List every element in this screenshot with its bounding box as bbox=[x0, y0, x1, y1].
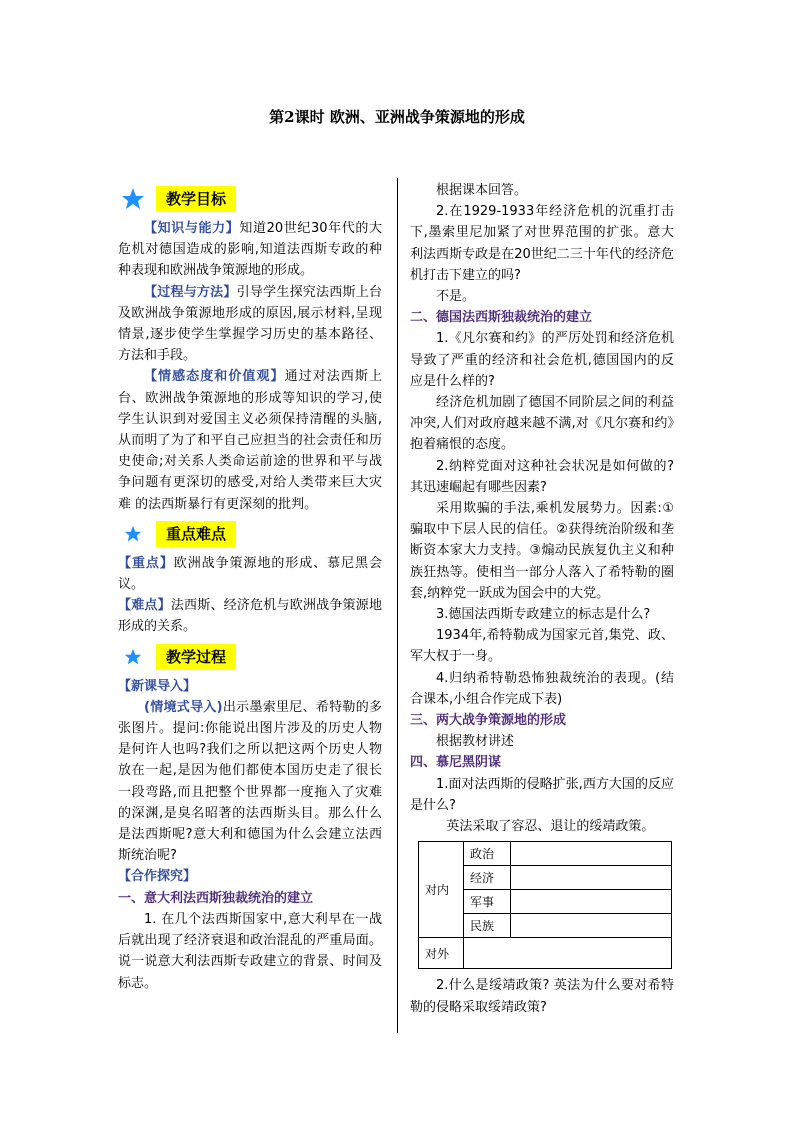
column-divider bbox=[397, 178, 398, 1033]
intro-label: 【新课导入】 bbox=[118, 678, 197, 694]
answer-3: 经济危机加剧了德国不同阶层之间的利益冲突,人们对政府越来越不满,对《凡尔赛和约》抱着痛恨的态度。 bbox=[410, 395, 674, 453]
key-section-header bbox=[118, 517, 382, 551]
goal-knowledge: 【知识与能力】知道20世纪30年代的大危机对德国造成的影响,知道法西斯专政的种种表现和欧洲战争策源地的形成。 bbox=[118, 221, 382, 279]
goals-section-header bbox=[118, 182, 382, 216]
star-icon bbox=[118, 185, 148, 213]
star-icon bbox=[118, 643, 148, 671]
difficult-point: 【难点】法西斯、经济危机与欧洲战争策源地形成的关系。 bbox=[118, 598, 382, 635]
table-cell bbox=[511, 890, 672, 914]
intro-text: (情境式导入)出示墨索里尼、希特勒的多张图片。提问:你能说出图片涉及的历史人物是何许人也吗?我们之所以把这两个历史人物放在一起,是因为他们都使本国历史走了很长一段弯路,而且把整个世界都一度拖入了灾难的深渊,是臭名昭著的法西斯头目。那么什么是法西斯呢?意大利和德国为什么会建立法西斯统治呢? bbox=[118, 699, 382, 864]
table-row-label: 军事 bbox=[464, 890, 511, 914]
question-1: 1. 在几个法西斯国家中,意大利早在一战后就出现了经济衰退和政治混乱的严重局面。说一说意大利法西斯专政建立的背景、时间及标志。 bbox=[118, 911, 382, 991]
right-column bbox=[410, 180, 674, 1018]
goal-emotion: 【情感态度和价值观】通过对法西斯上台、欧洲战争策源地的形成等知识的学习,使学生认识到对爱国主义必须保持清醒的头脑,从而明了为了和平自己应担当的社会责任和历史使命;对关系人类命运前途的世界和平与战争问题有更深切的感受,对给人类带来巨大灾难 的法西斯暴行有更深刻的批判。 bbox=[118, 369, 382, 512]
answer-7: 根据教材讲述 bbox=[436, 734, 515, 750]
goals-heading: 教学目标 bbox=[156, 186, 236, 212]
table-row-label: 政治 bbox=[464, 842, 511, 866]
answer-5: 1934年,希特勒成为国家元首,集党、政、军大权于一身。 bbox=[410, 628, 674, 665]
answer-4: 采用欺骗的手法,乘机发展势力。因素:①骗取中下层人民的信任。②获得统治阶级和垄断资本家大力支持。③煽动民族复仇主义和种族狂热等。使相当一部分人落入了希特勒的圈套,纳粹党一跃成为国会中的大党。 bbox=[410, 501, 674, 601]
section-2-heading: 二、德国法西斯独裁统治的建立 bbox=[410, 310, 593, 326]
answer-2: 不是。 bbox=[436, 289, 476, 305]
table-cell bbox=[511, 914, 672, 938]
answer-8: 英法采取了容忍、退让的绥靖政策。 bbox=[446, 819, 655, 835]
answer-1: 根据课本回答。 bbox=[436, 183, 528, 198]
question-2: 2.在1929-1933年经济危机的沉重打击下,墨索里尼加紧了对世界范围的扩张。意大利法西斯专政是在20世纪二三十年代的经济危机打击下建立的吗? bbox=[410, 204, 674, 283]
section-3-heading: 三、两大战争策源地的形成 bbox=[410, 713, 567, 729]
question-3: 1.《凡尔赛和约》的严厉处罚和经济危机导致了严重的经济和社会危机,德国国内的反应是什么样的? bbox=[410, 331, 674, 389]
table-inner-label: 对内 bbox=[419, 842, 464, 938]
table-row-label: 经济 bbox=[464, 866, 511, 890]
dictatorship-table bbox=[418, 841, 672, 969]
table-cell bbox=[464, 938, 672, 969]
table-row-label: 民族 bbox=[464, 914, 511, 938]
key-point: 【重点】欧洲战争策源地的形成、慕尼黑会议。 bbox=[118, 555, 382, 593]
question-4: 2.纳粹党面对这种社会状况是如何做的?其迅速崛起有哪些因素? bbox=[410, 458, 674, 495]
question-6: 4.归纳希特勒恐怖独裁统治的表现。(结合课本,小组合作完成下表) bbox=[410, 670, 674, 707]
left-column bbox=[118, 180, 382, 994]
goal-process: 【过程与方法】引导学生探究法西斯上台及欧洲战争策源地形成的原因,展示材料,呈现情景,逐步使学生掌握学习历史的基本路径、方法和手段。 bbox=[118, 284, 382, 364]
table-cell bbox=[511, 842, 672, 866]
section-1-heading: 一、意大利法西斯独裁统治的建立 bbox=[118, 890, 314, 906]
process-heading: 教学过程 bbox=[156, 644, 236, 670]
key-heading: 重点难点 bbox=[156, 521, 236, 547]
star-icon bbox=[118, 520, 148, 548]
question-5: 3.德国法西斯专政建立的标志是什么? bbox=[436, 607, 651, 623]
process-section-header bbox=[118, 640, 382, 674]
table-cell bbox=[511, 866, 672, 890]
page-title: 第2课时 欧洲、亚洲战争策源地的形成 bbox=[269, 108, 525, 126]
question-8: 1.面对法西斯的侵略扩张,西方大国的反应是什么? bbox=[410, 776, 674, 813]
section-4-heading: 四、慕尼黑阴谋 bbox=[410, 755, 502, 771]
coop-label: 【合作探究】 bbox=[118, 869, 197, 885]
question-9: 2.什么是绥靖政策? 英法为什么要对希特勒的侵略采取绥靖政策? bbox=[410, 978, 674, 1015]
table-outer-label: 对外 bbox=[419, 938, 464, 969]
